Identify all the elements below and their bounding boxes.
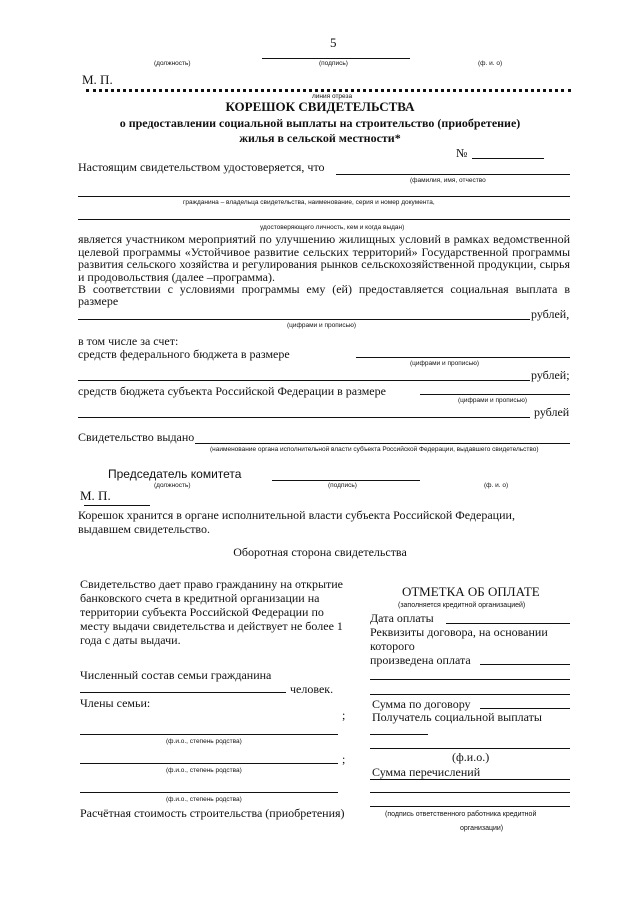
certify-text: Настоящим свидетельством удостоверяется, что [78,160,325,174]
caption-words-3: (цифрами и прописью) [458,397,528,404]
caption-bank-signature-2: организации) [460,825,504,832]
stamp-place-bottom: М. П. [80,488,111,503]
amount-field[interactable] [78,319,530,320]
stub-kept-note: Корешок хранится в органе исполнительной власти субъекта Российской Федерации, выдавшем свидетельство. [78,508,515,536]
persons-label: человек. [290,682,334,696]
semicolon-1: ; [342,708,346,722]
payment-date-label: Дата оплаты [370,611,434,625]
validity-text [80,577,350,647]
caption-fio-rel-2: (ф.и.о., степень родства) [166,767,242,774]
transfer-sum-label: Сумма перечислений [372,765,481,779]
contract-field[interactable] [480,664,570,665]
validity-line-1: Свидетельство дает право гражданину на открытие [80,577,343,591]
caption-signature-bottom: (подпись) [328,482,357,489]
family-members-label: Члены семьи: [80,696,151,710]
rubles-label-2: рублей; [531,368,570,382]
member-field-2[interactable] [80,763,338,764]
transfer-sum-field-2[interactable] [370,792,570,793]
caption-position-top: (должность) [154,60,191,67]
number-field[interactable] [472,158,544,159]
caption-words-2: (цифрами и прописью) [410,360,480,367]
citizen-field[interactable] [78,196,570,197]
number-label: № [456,146,468,160]
caption-bank-signature-1: (подпись ответственного работника кредитной [385,811,537,818]
contract-field-3[interactable] [370,694,570,695]
caption-identity: удостоверяющего личность, кем и когда выдан) [260,224,405,231]
stub-subtitle-2: жилья в сельской местности* [239,131,401,145]
caption-fio-rel-3: (ф.и.о., степень родства) [166,796,242,803]
fio-short-caption: (ф.и.о.) [452,750,490,764]
family-count-label: Численный состав семьи гражданина [80,668,272,682]
caption-fio-bottom: (ф. и. о) [484,482,509,489]
payment-date-field[interactable] [446,623,570,624]
contract-sum-field[interactable] [480,708,570,709]
page-number: 5 [330,35,337,50]
rubles-label-1: рублей, [531,307,570,321]
conditions-line-2: размере [78,294,119,308]
cut-line-dots [86,89,571,92]
member-field-1[interactable] [80,734,338,735]
validity-line-3: территории субъекта Российской Федерации по [80,605,324,619]
caption-authority: (наименование органа исполнительной власти субъекта Российской Федерации, выдавшего свидетельство) [210,446,539,453]
caption-words-1: (цифрами и прописью) [287,322,357,329]
rubles-label-3: рублей [534,405,570,419]
semicolon-2: ; [342,752,346,766]
issued-label: Свидетельство выдано [78,430,195,444]
subject-budget-label: средств бюджета субъекта Российской Федерации в размере [78,384,386,398]
federal-budget-label: средств федерального бюджета в размере [78,347,290,361]
stub-subtitle-1: о предоставлении социальной выплаты на строительство (приобретение) [119,116,521,130]
subject-amount-field[interactable] [420,394,570,395]
contract-details-line-3: произведена оплата [370,653,471,667]
contract-field-2[interactable] [370,679,570,680]
stamp-place-top: М. П. [82,72,113,87]
participant-paragraph: является участником мероприятий по улучшению жилищных условий в рамках ведомственной целевой программы «Устойчивое развитие сельских территорий» Государственной программы развития сельского хозяйства и регулирования рынков сельскохозяйственной продукции, сырья и продовольствия (далее –программа). [78,232,570,284]
transfer-sum-field[interactable] [370,779,570,780]
validity-line-4: месту выдачи свидетельства и действует не более 1 [80,619,343,633]
federal-amount-field[interactable] [356,357,570,358]
recipient-label: Получатель социальной выплаты [372,710,542,724]
validity-line-5: года с даты выдачи. [80,633,181,647]
stub-title: КОРЕШОК СВИДЕТЕЛЬСТВА [225,99,415,114]
caption-fio-top: (ф. и. о) [478,60,503,67]
family-count-field[interactable] [80,692,286,693]
caption-position-bottom: (должность) [154,482,191,489]
reverse-side-title: Оборотная сторона свидетельства [233,545,407,559]
stamp-underline [84,505,150,506]
subject-amount-field-2[interactable] [78,417,530,418]
conditions-line-1: В соответствии с условиями программы ему (ей) предоставляется социальная выплата в [78,282,570,296]
contract-details-line-2: которого [370,639,415,653]
validity-line-2: банковского счета в кредитной организации на [80,591,320,605]
identity-field[interactable] [78,219,570,220]
contract-sum-label: Сумма по договору [372,697,471,711]
caption-fio-full: (фамилия, имя, отчество [410,177,486,184]
caption-signature-top: (подпись) [319,60,348,67]
caption-fio-rel-1: (ф.и.о., степень родства) [166,738,242,745]
top-signature-line [262,58,410,59]
bank-signature-line[interactable] [370,806,570,807]
recipient-field-2[interactable] [370,748,570,749]
payment-mark-title: ОТМЕТКА ОБ ОПЛАТЕ [402,584,540,599]
member-field-3[interactable] [80,792,338,793]
federal-amount-field-2[interactable] [78,380,530,381]
cut-line-label: линия отреза [312,93,353,100]
authority-field[interactable] [195,443,570,444]
chairman-signature-line[interactable] [272,480,420,481]
caption-citizen: гражданина – владельца свидетельства, наименование, серия и номер документа, [183,199,435,206]
payment-note: (заполняется кредитной организацией) [398,602,526,609]
fio-field[interactable] [336,174,570,175]
recipient-field[interactable] [370,734,428,735]
chairman-label: Председатель комитета [108,467,242,481]
contract-details-line-1: Реквизиты договора, на основании [370,625,548,639]
calc-cost-label: Расчётная стоимость строительства (приобретения) [80,806,345,820]
including-label: в том числе за счет: [78,334,179,348]
